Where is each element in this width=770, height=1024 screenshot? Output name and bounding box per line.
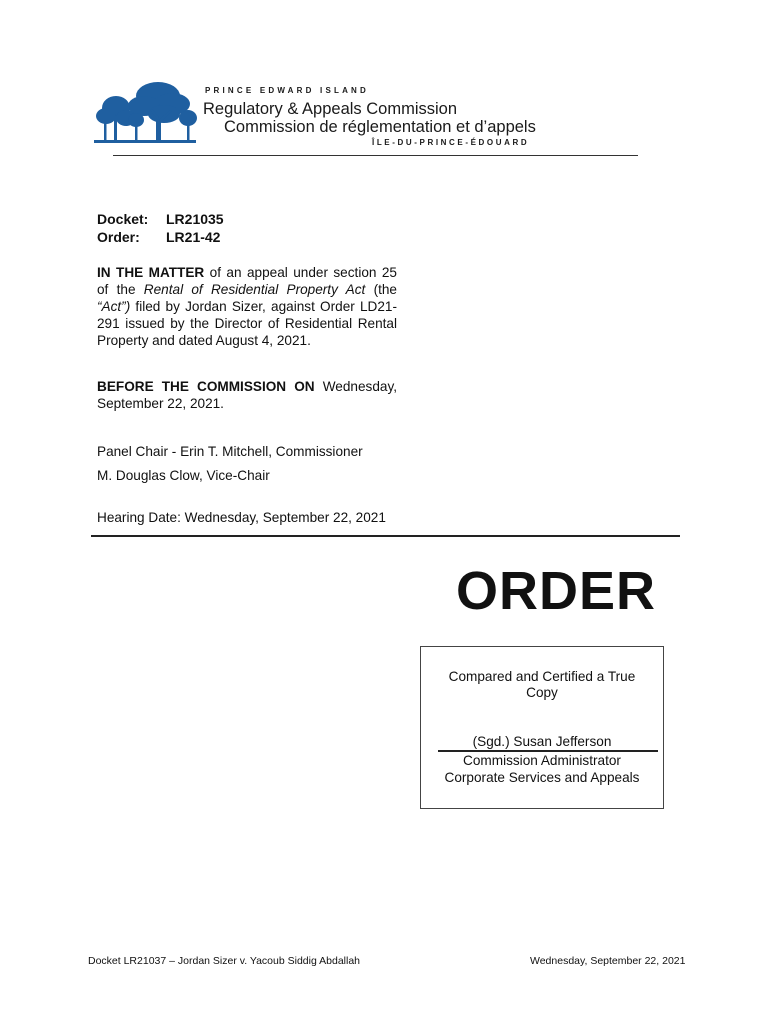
- footer-date: Wednesday, September 22, 2021: [530, 955, 686, 967]
- order-number: [97, 229, 220, 245]
- signature-line: [438, 750, 658, 752]
- act-name: Rental of Residential Property Act: [143, 282, 366, 297]
- logo-province-label-fr: ÎLE-DU-PRINCE-ÉDOUARD: [372, 138, 530, 147]
- panel-member: M. Douglas Clow, Vice-Chair: [97, 468, 270, 483]
- certified-line1: Compared and Certified a True: [448, 669, 636, 684]
- before-text: Wednesday, September 22, 2021.: [97, 379, 398, 411]
- footer-docket: Docket LR21037 – Jordan Sizer v. Yacoub Siddig Abdallah: [88, 955, 361, 967]
- matter-text: filed by Jordan Sizer, against Order LD21-291 issued by the Director of Residential Rental Property and dated August 4, 2021.: [97, 299, 397, 348]
- hearing-date: Hearing Date: Wednesday, September 22, 2021: [97, 510, 386, 525]
- docket-label: Docket:: [97, 211, 149, 227]
- signature-name: (Sgd.) Susan Jefferson: [472, 734, 612, 749]
- commission-logo-trees-icon: [92, 80, 198, 148]
- docket-value: LR21035: [166, 211, 224, 227]
- header-divider: [113, 155, 638, 156]
- panel-chair: Panel Chair - Erin T. Mitchell, Commissioner: [97, 444, 363, 459]
- certified-line2: Copy: [526, 685, 558, 700]
- certified-copy-box: [420, 646, 664, 809]
- docket-number: [97, 211, 224, 227]
- signatory-department: Corporate Services and Appeals: [444, 770, 640, 785]
- matter-text: (the: [365, 282, 397, 297]
- order-value: LR21-42: [166, 229, 221, 245]
- logo-english-name: Regulatory & Appeals Commission: [203, 100, 458, 118]
- matter-text: of an appeal under section 25 of the: [97, 265, 397, 297]
- section-divider: [91, 535, 680, 537]
- matter-paragraph: [97, 264, 397, 349]
- before-commission-paragraph: [97, 378, 397, 412]
- before-lead: BEFORE THE COMMISSION ON: [97, 379, 315, 394]
- matter-lead: IN THE MATTER: [97, 265, 205, 280]
- order-label: Order:: [97, 229, 140, 245]
- order-title: ORDER: [456, 561, 657, 621]
- logo-province-label: PRINCE EDWARD ISLAND: [205, 86, 370, 95]
- logo-french-name: Commission de réglementation et d’appels: [224, 118, 536, 136]
- signatory-title: Commission Administrator: [463, 753, 621, 768]
- act-short: “Act”): [97, 299, 131, 314]
